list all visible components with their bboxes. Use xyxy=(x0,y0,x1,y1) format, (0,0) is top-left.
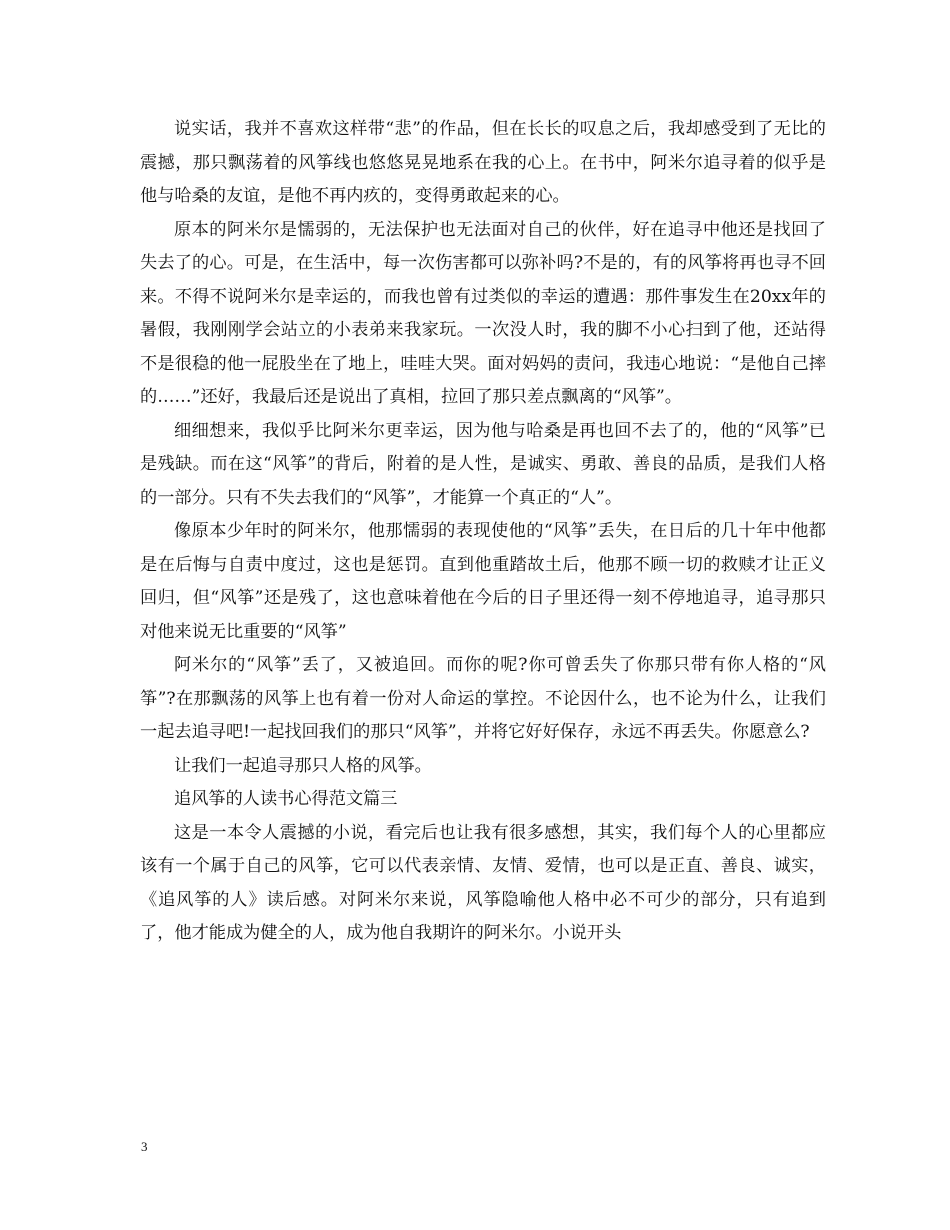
page-number: 3 xyxy=(141,1139,148,1154)
paragraph-7: 这是一本令人震撼的小说，看完后也让我有很多感想，其实，我们每个人的心里都应该有一个属于自己的风筝，它可以代表亲情、友情、爱情，也可以是正直、善良、诚实，《追风筝的人》读后感。对阿米尔来说，风筝隐喻他人格中必不可少的部分，只有追到了，他才能成为健全的人，成为他自我期许的阿米尔。小说开头 xyxy=(140,822,826,943)
paragraph-3: 细细想来，我似乎比阿米尔更幸运，因为他与哈桑是再也回不去了的，他的“风筝”已是残缺。而在这“风筝”的背后，附着的是人性，是诚实、勇敢、善良的品质，是我们人格的一部分。只有不失去我们的“风筝”，才能算一个真正的“人”。 xyxy=(140,420,826,508)
paragraph-6: 让我们一起追寻那只人格的风筝。 xyxy=(174,755,432,776)
section-heading: 追风筝的人读书心得范文篇三 xyxy=(174,789,398,809)
paragraph-4: 像原本少年时的阿米尔，他那懦弱的表现使他的“风筝”丢失，在日后的几十年中他都是在后悔与自责中度过，这也是惩罚。直到他重踏故土后，他那不顾一切的救赎才让正义回归，但“风筝”还是残了，这也意味着他在今后的日子里还得一刻不停地追寻，追寻那只对他来说无比重要的“风筝” xyxy=(140,521,826,642)
document-body xyxy=(140,113,826,951)
paragraph-2: 原本的阿米尔是懦弱的，无法保护也无法面对自己的伙伴，好在追寻中他还是找回了失去了的心。可是，在生活中，每一次伤害都可以弥补吗?不是的，有的风筝将再也寻不回来。不得不说阿米尔是幸运的，而我也曾有过类似的幸运的遭遇：那件事发生在20xx年的暑假，我刚刚学会站立的小表弟来我家玩。一次没人时，我的脚不小心扫到了他，还站得不是很稳的他一屁股坐在了地上，哇哇大哭。面对妈妈的责问，我违心地说：“是他自己摔的……”还好，我最后还是说出了真相，拉回了那只差点飘离的“风筝”。 xyxy=(140,219,826,407)
paragraph-5: 阿米尔的“风筝”丢了，又被追回。而你的呢?你可曾丢失了你那只带有你人格的“风筝”?在那飘荡的风筝上也有着一份对人命运的掌控。不论因什么，也不论为什么，让我们一起去追寻吧!一起找回我们的那只“风筝”，并将它好好保存，永远不再丢失。你愿意么? xyxy=(140,655,826,742)
paragraph-1: 说实话，我并不喜欢这样带“悲”的作品，但在长长的叹息之后，我却感受到了无比的震撼，那只飘荡着的风筝线也悠悠晃晃地系在我的心上。在书中，阿米尔追寻着的似乎是他与哈桑的友谊，是他不再内疚的，变得勇敢起来的心。 xyxy=(140,119,826,206)
